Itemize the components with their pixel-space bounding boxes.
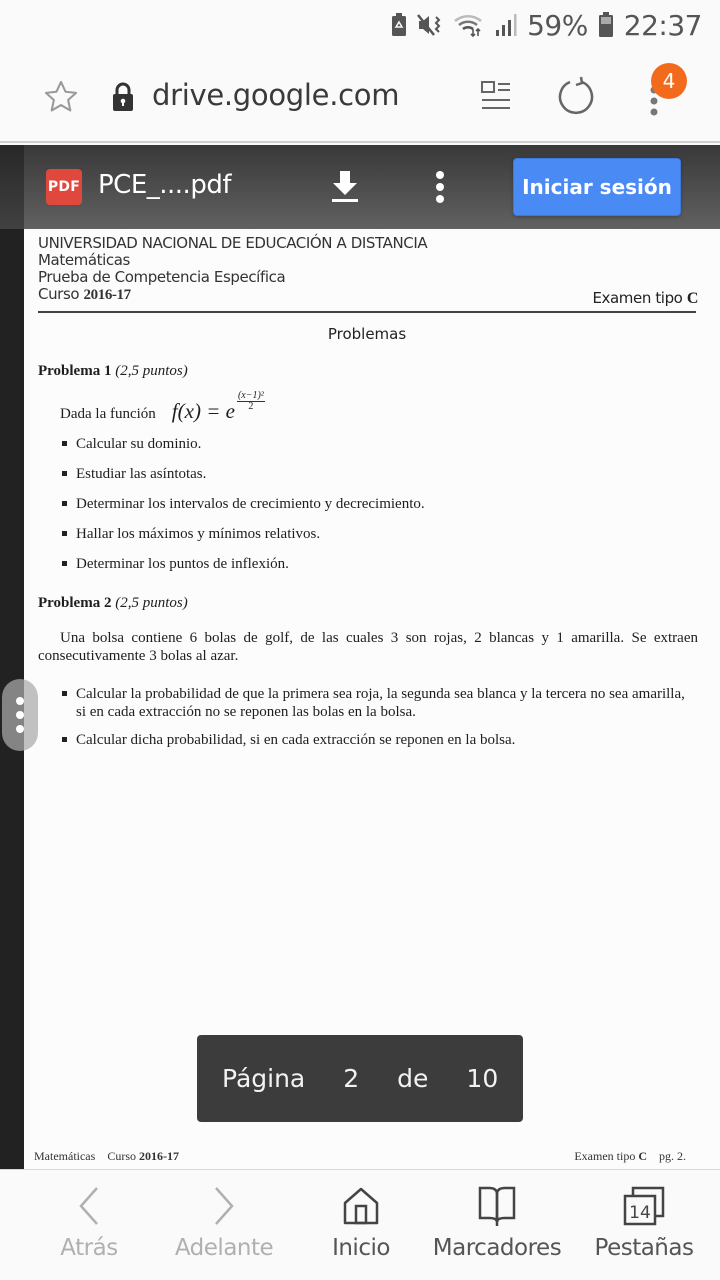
doc-footer-left [34,1149,179,1164]
home-icon [343,1170,379,1232]
footer-exam-type: C [638,1149,647,1163]
reload-icon[interactable] [556,76,596,123]
fast-scroll-handle[interactable] [2,679,38,751]
problem-1-formula [171,390,265,424]
list-item: Calcular la probabilidad de que la primera sea roja, la segunda sea blanca y la tercera no sea amarilla, si en cada extracción no se reponen las bolas en la bolsa. [62,685,692,721]
doc-header [38,235,427,304]
footer-exam-type-label: Examen tipo [574,1149,636,1163]
problem-2-heading: Problema 2 [38,595,112,611]
battery-icon [598,12,614,38]
footer-course-year: 2016-17 [138,1149,179,1163]
nav-back-label: Atrás [60,1235,118,1261]
signal-icon [495,13,517,37]
formula-exponent-denominator: 2 [248,401,254,412]
scroll-handle-dot [16,711,24,719]
problem-2-intro: Una bolsa contiene 6 bolas de golf, de las cuales 3 son rojas, 2 blancas y 1 amarilla. Se extraen consecutivamente 3 bolas al azar. [38,630,698,664]
pdf-page [24,145,720,1169]
doc-footer-right [574,1149,686,1164]
problem-2-title [38,595,188,612]
doc-exam-type-value: C [686,290,698,307]
nav-forward[interactable] [164,1170,284,1280]
pdf-viewer[interactable] [0,145,720,1169]
nav-tabs-label: Pestañas [594,1235,694,1261]
nav-bookmarks-label: Marcadores [432,1235,562,1261]
page-indicator [197,1035,523,1122]
list-item: Calcular su dominio. [62,435,425,453]
page-indicator-current: 2 [343,1064,360,1093]
pdf-file-icon: PDF [46,169,82,205]
forward-icon [212,1170,236,1232]
doc-exam-name: Prueba de Competencia Específica [38,268,286,286]
list-item: Calcular dicha probabilidad, si en cada extracción se reponen en la bolsa. [62,731,692,749]
login-button[interactable]: Iniciar sesión [513,158,681,216]
doc-divider [38,311,696,313]
status-bar [0,0,720,50]
tabs-count: 14 [629,1203,651,1223]
doc-exam-type-label: Examen tipo [592,289,683,307]
list-item: Determinar los intervalos de crecimiento y decrecimiento. [62,495,425,513]
formula-exponent-numerator: (x−1)² [237,390,264,401]
nav-forward-label: Adelante [174,1235,274,1261]
bookmarks-icon [477,1170,517,1232]
problem-1-items [62,435,425,585]
problem-1-title [38,363,188,380]
reader-mode-icon[interactable] [480,80,512,119]
problem-1-heading: Problema 1 [38,363,112,379]
nav-home[interactable] [316,1170,406,1280]
pdf-more-options-icon[interactable] [434,170,446,209]
tabs-icon [623,1170,665,1232]
lock-icon [111,82,135,117]
doc-subject: Matemáticas [38,251,130,269]
list-item: Hallar los máximos y mínimos relativos. [62,525,425,543]
doc-course-label: Curso [38,285,80,303]
browser-toolbar [0,50,720,143]
battery-saver-icon [391,13,407,37]
star-icon[interactable] [42,78,80,121]
pdf-file-name: PCE_....pdf [98,170,231,200]
tab-notification-badge: 4 [651,63,687,99]
url-bar[interactable]: drive.google.com [152,78,400,112]
footer-subject: Matemáticas [34,1149,96,1163]
doc-university: UNIVERSIDAD NACIONAL DE EDUCACIÓN A DISTANCIA [38,234,428,252]
problem-2-items [62,685,692,759]
problem-1-intro [60,390,265,424]
nav-home-label: Inicio [332,1235,390,1261]
doc-exam-type [592,289,698,308]
problem-1-intro-text: Dada la función [60,406,156,422]
pdf-header-bar [0,145,720,229]
clock: 22:37 [623,8,702,42]
doc-course-year: 2016-17 [83,287,131,303]
nav-bookmarks[interactable] [424,1170,570,1280]
formula-exponent [237,391,265,412]
doc-section-title: Problemas [327,325,407,343]
nav-tabs[interactable] [582,1170,706,1280]
page-indicator-label: Página [222,1064,306,1093]
vibrate-mute-icon [417,13,443,37]
list-item: Determinar los puntos de inflexión. [62,555,425,573]
wifi-icon [453,13,485,37]
list-item: Estudiar las asíntotas. [62,465,425,483]
footer-course-label: Curso [107,1149,136,1163]
battery-percent: 59% [527,8,588,42]
problem-2-points: (2,5 puntos) [115,595,188,611]
back-icon [77,1170,101,1232]
footer-page: pg. 2. [659,1149,686,1163]
formula-lhs: f(x) = e [171,399,235,423]
page-indicator-of: de [397,1064,429,1093]
problem-1-points: (2,5 puntos) [115,363,188,379]
page-indicator-total: 10 [466,1064,499,1093]
download-icon[interactable] [330,169,360,208]
scroll-handle-dot [16,697,24,705]
nav-back[interactable] [40,1170,138,1280]
scroll-handle-dot [16,725,24,733]
bottom-navigation [0,1169,720,1280]
